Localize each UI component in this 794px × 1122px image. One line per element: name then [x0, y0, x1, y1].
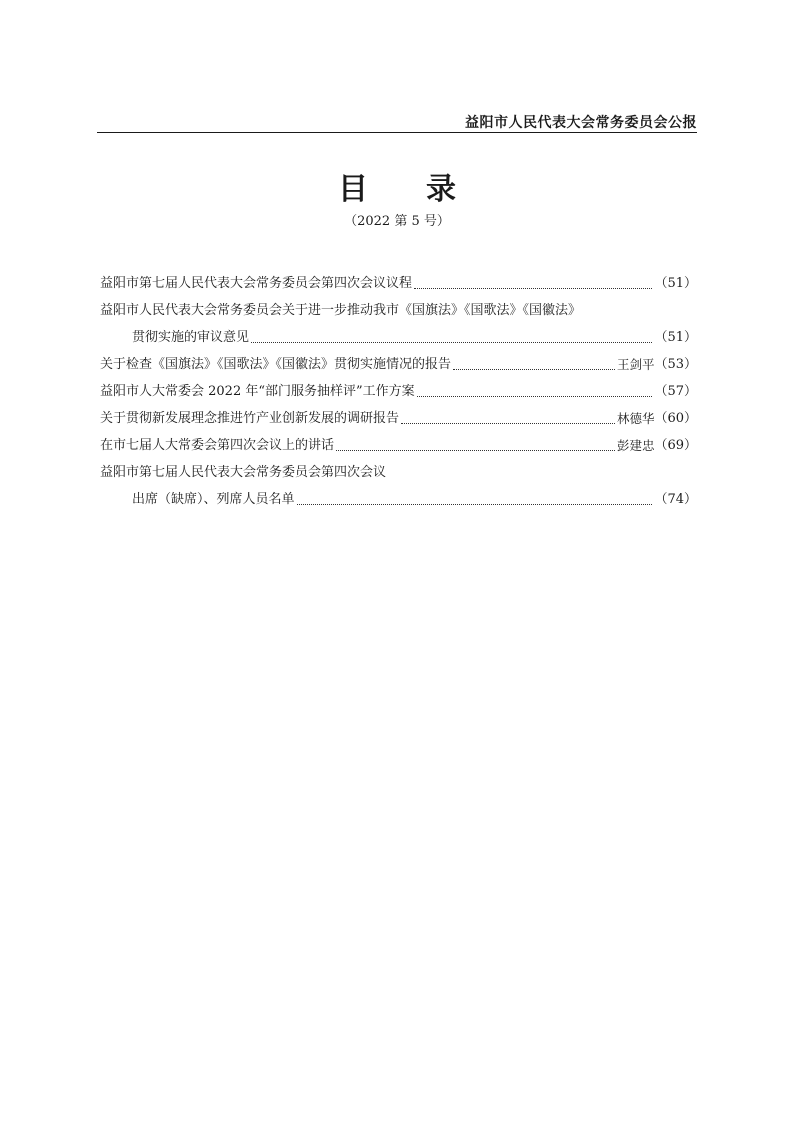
toc-entry-attendance-list-continued[interactable] [100, 486, 697, 513]
toc-entry-author: 王剑平 [616, 357, 655, 372]
dot-leader [297, 486, 653, 513]
dot-leader [414, 270, 652, 297]
toc-entry-text: 益阳市人大常委会 2022 年“部门服务抽样评”工作方案 [100, 384, 415, 399]
toc-entry-work-plan[interactable] [100, 378, 697, 405]
dot-leader [417, 378, 653, 405]
toc-entry-inspection-report[interactable] [100, 351, 697, 378]
toc-entry-text: 益阳市第七届人民代表大会常务委员会第四次会议议程 [100, 276, 413, 291]
dot-leader [336, 432, 615, 459]
dot-leader [401, 405, 615, 432]
toc-entry-text: 在市七届人大常委会第四次会议上的讲话 [100, 438, 335, 453]
toc-title [0, 170, 794, 210]
header-publication-title: 益阳市人民代表大会常务委员会公报 [465, 115, 697, 131]
toc-issue-number: （2022 第 5 号） [344, 214, 450, 229]
table-of-contents [100, 270, 697, 513]
toc-title-char-2: 录 [426, 172, 456, 207]
toc-entry-attendance-list[interactable] [100, 459, 697, 486]
toc-entry-speech[interactable] [100, 432, 697, 459]
toc-entry-text: 益阳市第七届人民代表大会常务委员会第四次会议 [100, 465, 387, 480]
toc-entry-page: （53） [654, 357, 697, 372]
toc-entry-page: （60） [654, 411, 697, 426]
toc-entry-research-report[interactable] [100, 405, 697, 432]
toc-entry-page: （57） [654, 384, 697, 399]
toc-entry-author: 林德华 [616, 411, 655, 426]
toc-entry-page: （74） [654, 492, 697, 507]
dot-leader [251, 324, 652, 351]
toc-entry-review-opinion[interactable] [100, 297, 697, 324]
toc-entry-text: 关于检查《国旗法》《国歌法》《国徽法》贯彻实施情况的报告 [100, 357, 452, 372]
toc-entry-page: （69） [654, 438, 697, 453]
toc-entry-page: （51） [654, 276, 697, 291]
toc-entry-author: 彭建忠 [616, 438, 655, 453]
dot-leader [453, 351, 615, 378]
toc-entry-agenda[interactable] [100, 270, 697, 297]
toc-title-char-1: 目 [338, 172, 368, 207]
toc-entry-review-opinion-continued[interactable] [100, 324, 697, 351]
toc-entry-text-continuation: 贯彻实施的审议意见 [132, 330, 250, 345]
toc-entry-text: 益阳市人民代表大会常务委员会关于进一步推动我市《国旗法》《国歌法》《国徽法》 [100, 303, 582, 318]
toc-entry-text: 关于贯彻新发展理念推进竹产业创新发展的调研报告 [100, 411, 400, 426]
toc-entry-text-continuation: 出席（缺席）、列席人员名单 [132, 492, 295, 507]
toc-entry-page: （51） [654, 330, 697, 345]
header-rule [97, 132, 697, 133]
